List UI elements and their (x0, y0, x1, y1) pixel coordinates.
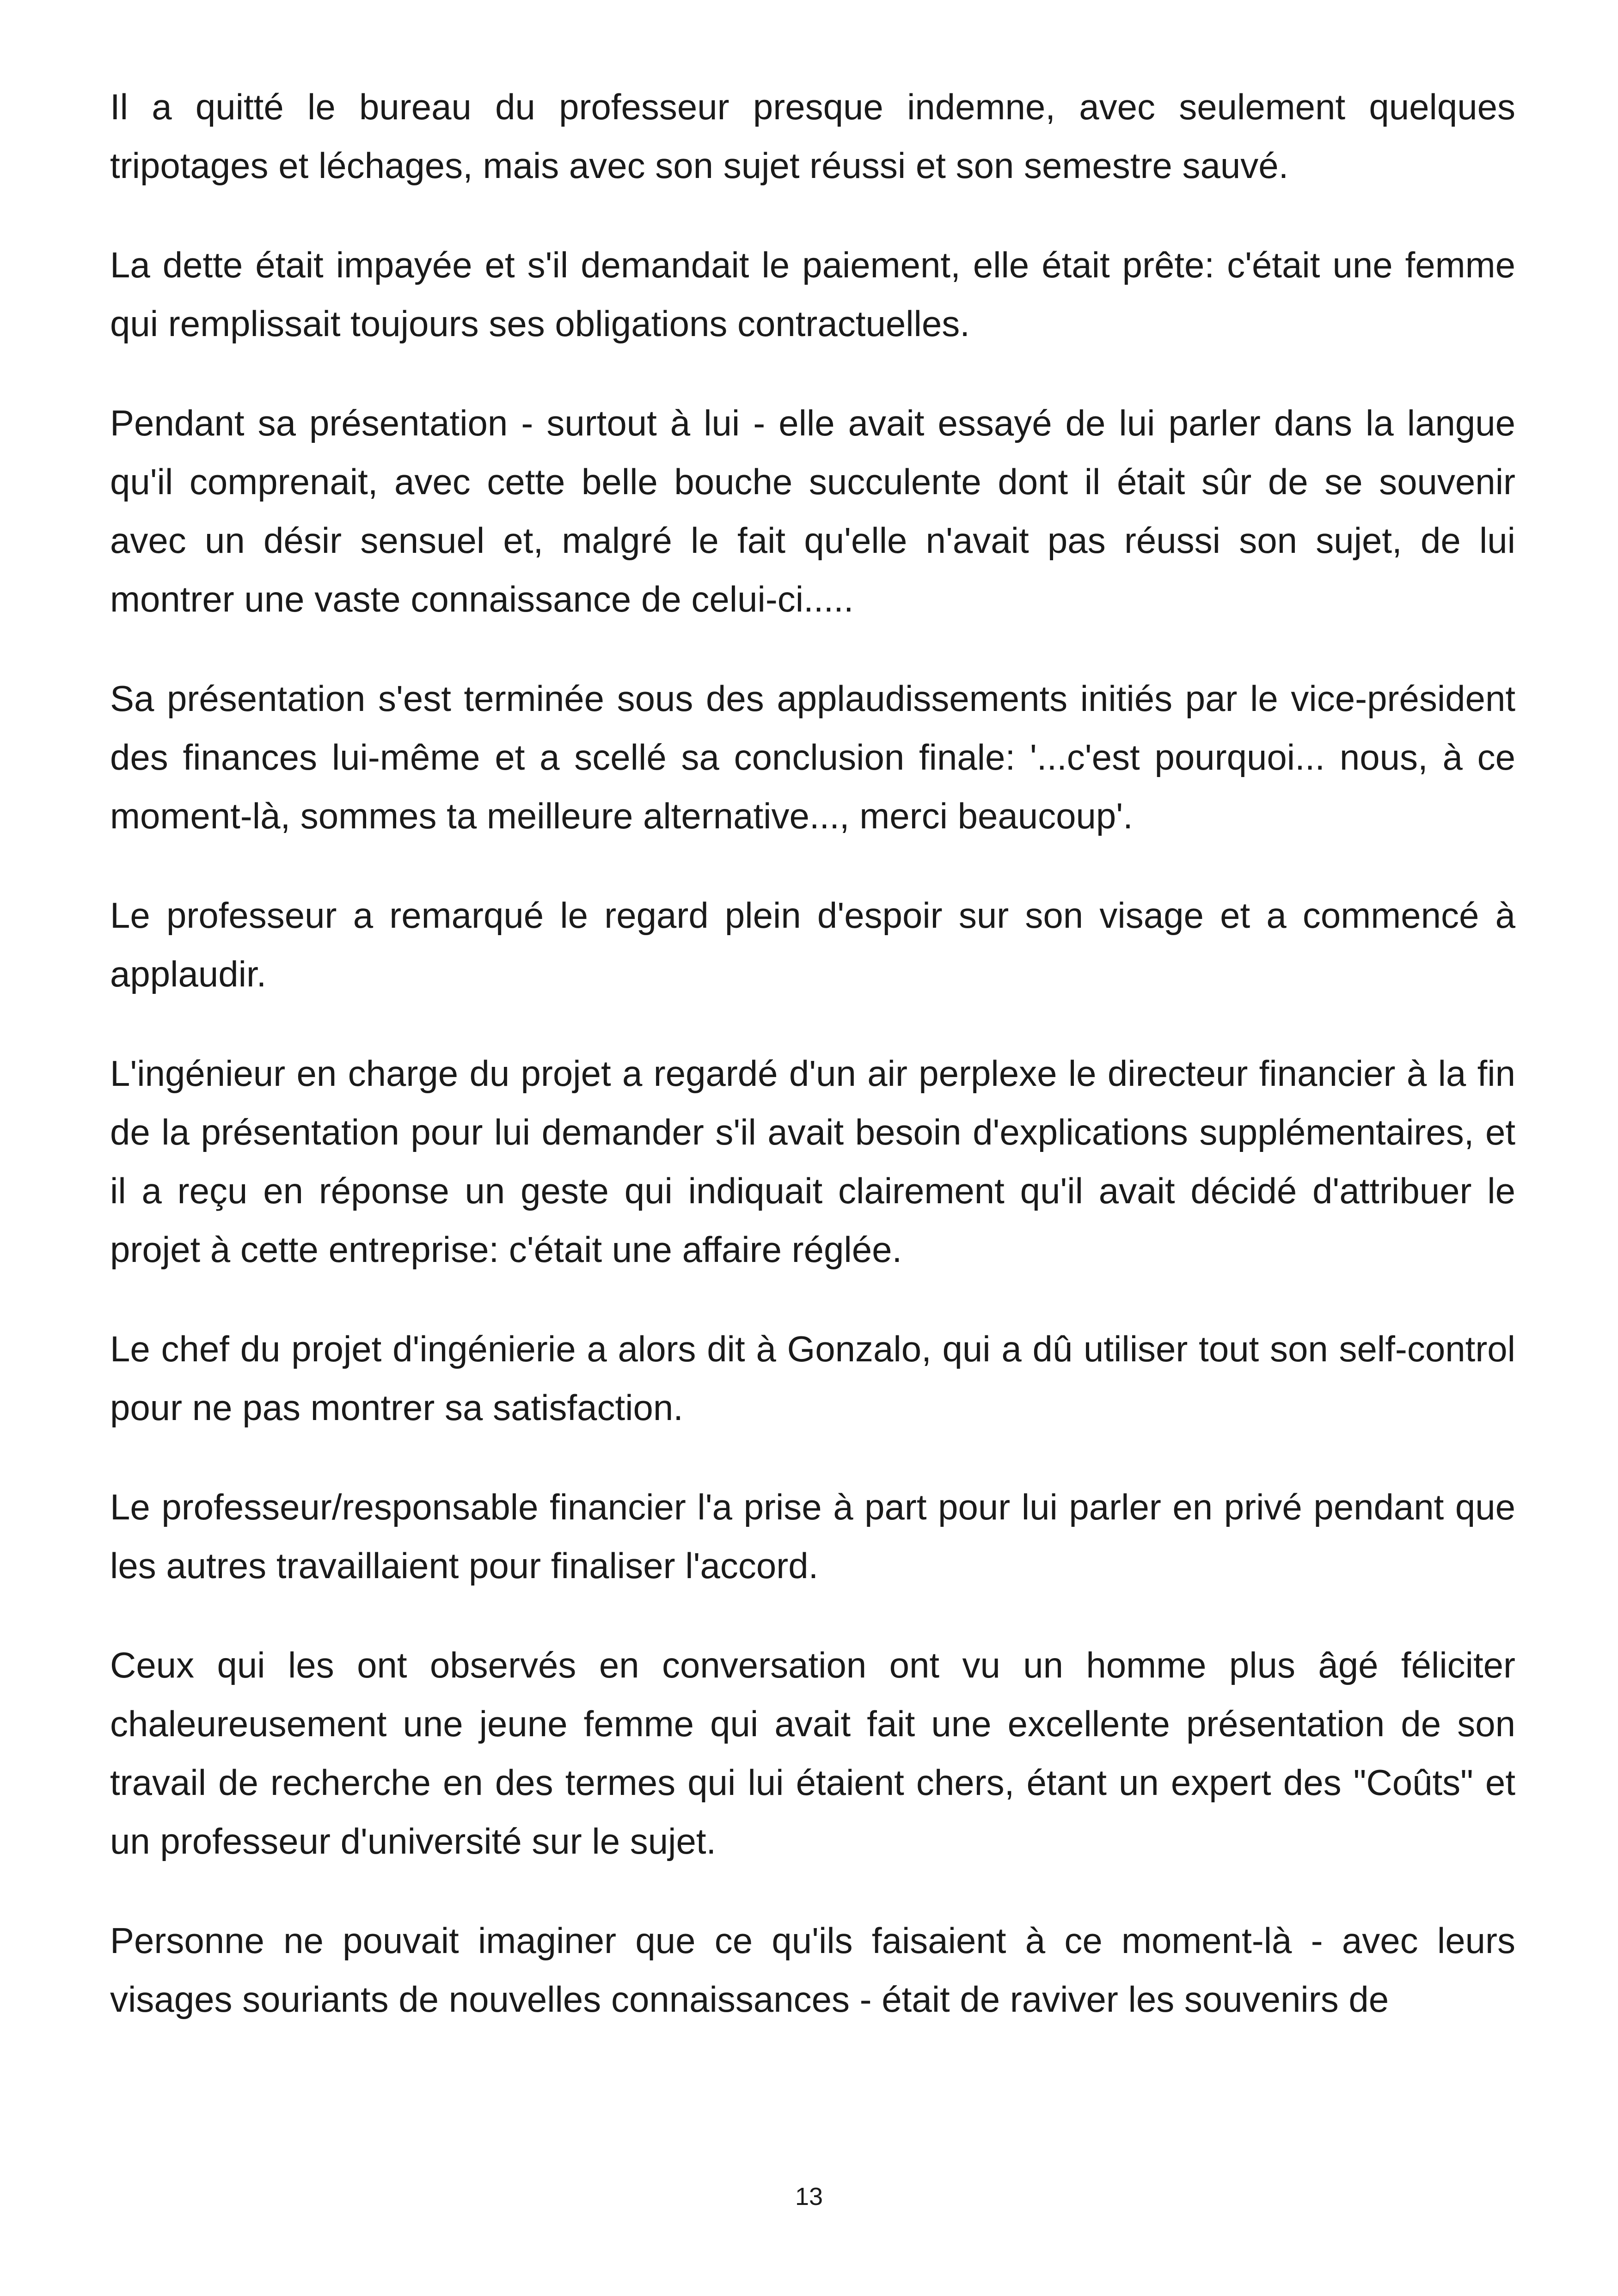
paragraph-2: La dette était impayée et s'il demandait le paiement, elle était prête: c'était une femme qui remplissait toujours ses obligations contractuelles. (110, 245, 1515, 344)
paragraph-1: Il a quitté le bureau du professeur presque indemne, avec seulement quelques tripotages et léchages, mais avec son sujet réussi et son semestre sauvé. (110, 86, 1515, 186)
page-number: 13 (795, 2183, 823, 2210)
paragraph-4: Sa présentation s'est terminée sous des applaudissements initiés par le vice-président des finances lui-même et a scellé sa conclusion finale: '...c'est pourquoi... nous, à ce moment-là, sommes ta meilleure alternative..., merci beaucoup'. (110, 678, 1515, 836)
paragraph-6: L'ingénieur en charge du projet a regardé d'un air perplexe le directeur financier à la fin de la présentation pour lui demander s'il avait besoin d'explications supplémentaires, et il a reçu en réponse un geste qui indiquait clairement qu'il avait décidé d'attribuer le projet à cette entreprise: c'était une affaire réglée. (110, 1053, 1515, 1270)
paragraph-9: Ceux qui les ont observés en conversation ont vu un homme plus âgé féliciter chaleureusement une jeune femme qui avait fait une excellente présentation de son travail de recherche en des termes qui lui étaient chers, étant un expert des "Coûts" et un professeur d'université sur le sujet. (110, 1645, 1515, 1861)
paragraph-10: Personne ne pouvait imaginer que ce qu'ils faisaient à ce moment-là - avec leurs visages souriants de nouvelles connaissances - était de raviver les souvenirs de (110, 1920, 1515, 2020)
paragraph-7: Le chef du projet d'ingénierie a alors dit à Gonzalo, qui a dû utiliser tout son self-control pour ne pas montrer sa satisfaction. (110, 1329, 1515, 1428)
paragraph-5: Le professeur a remarqué le regard plein d'espoir sur son visage et a commencé à applaudir. (110, 895, 1515, 994)
body-text (110, 78, 1515, 2029)
paragraph-3: Pendant sa présentation - surtout à lui - elle avait essayé de lui parler dans la langue qu'il comprenait, avec cette belle bouche succulente dont il était sûr de se souvenir avec un désir sensuel et, malgré le fait qu'elle n'avait pas réussi son sujet, de lui montrer une vaste connaissance de celui-ci..... (110, 403, 1515, 619)
paragraph-8: Le professeur/responsable financier l'a prise à part pour lui parler en privé pendant que les autres travaillaient pour finaliser l'accord. (110, 1487, 1515, 1586)
